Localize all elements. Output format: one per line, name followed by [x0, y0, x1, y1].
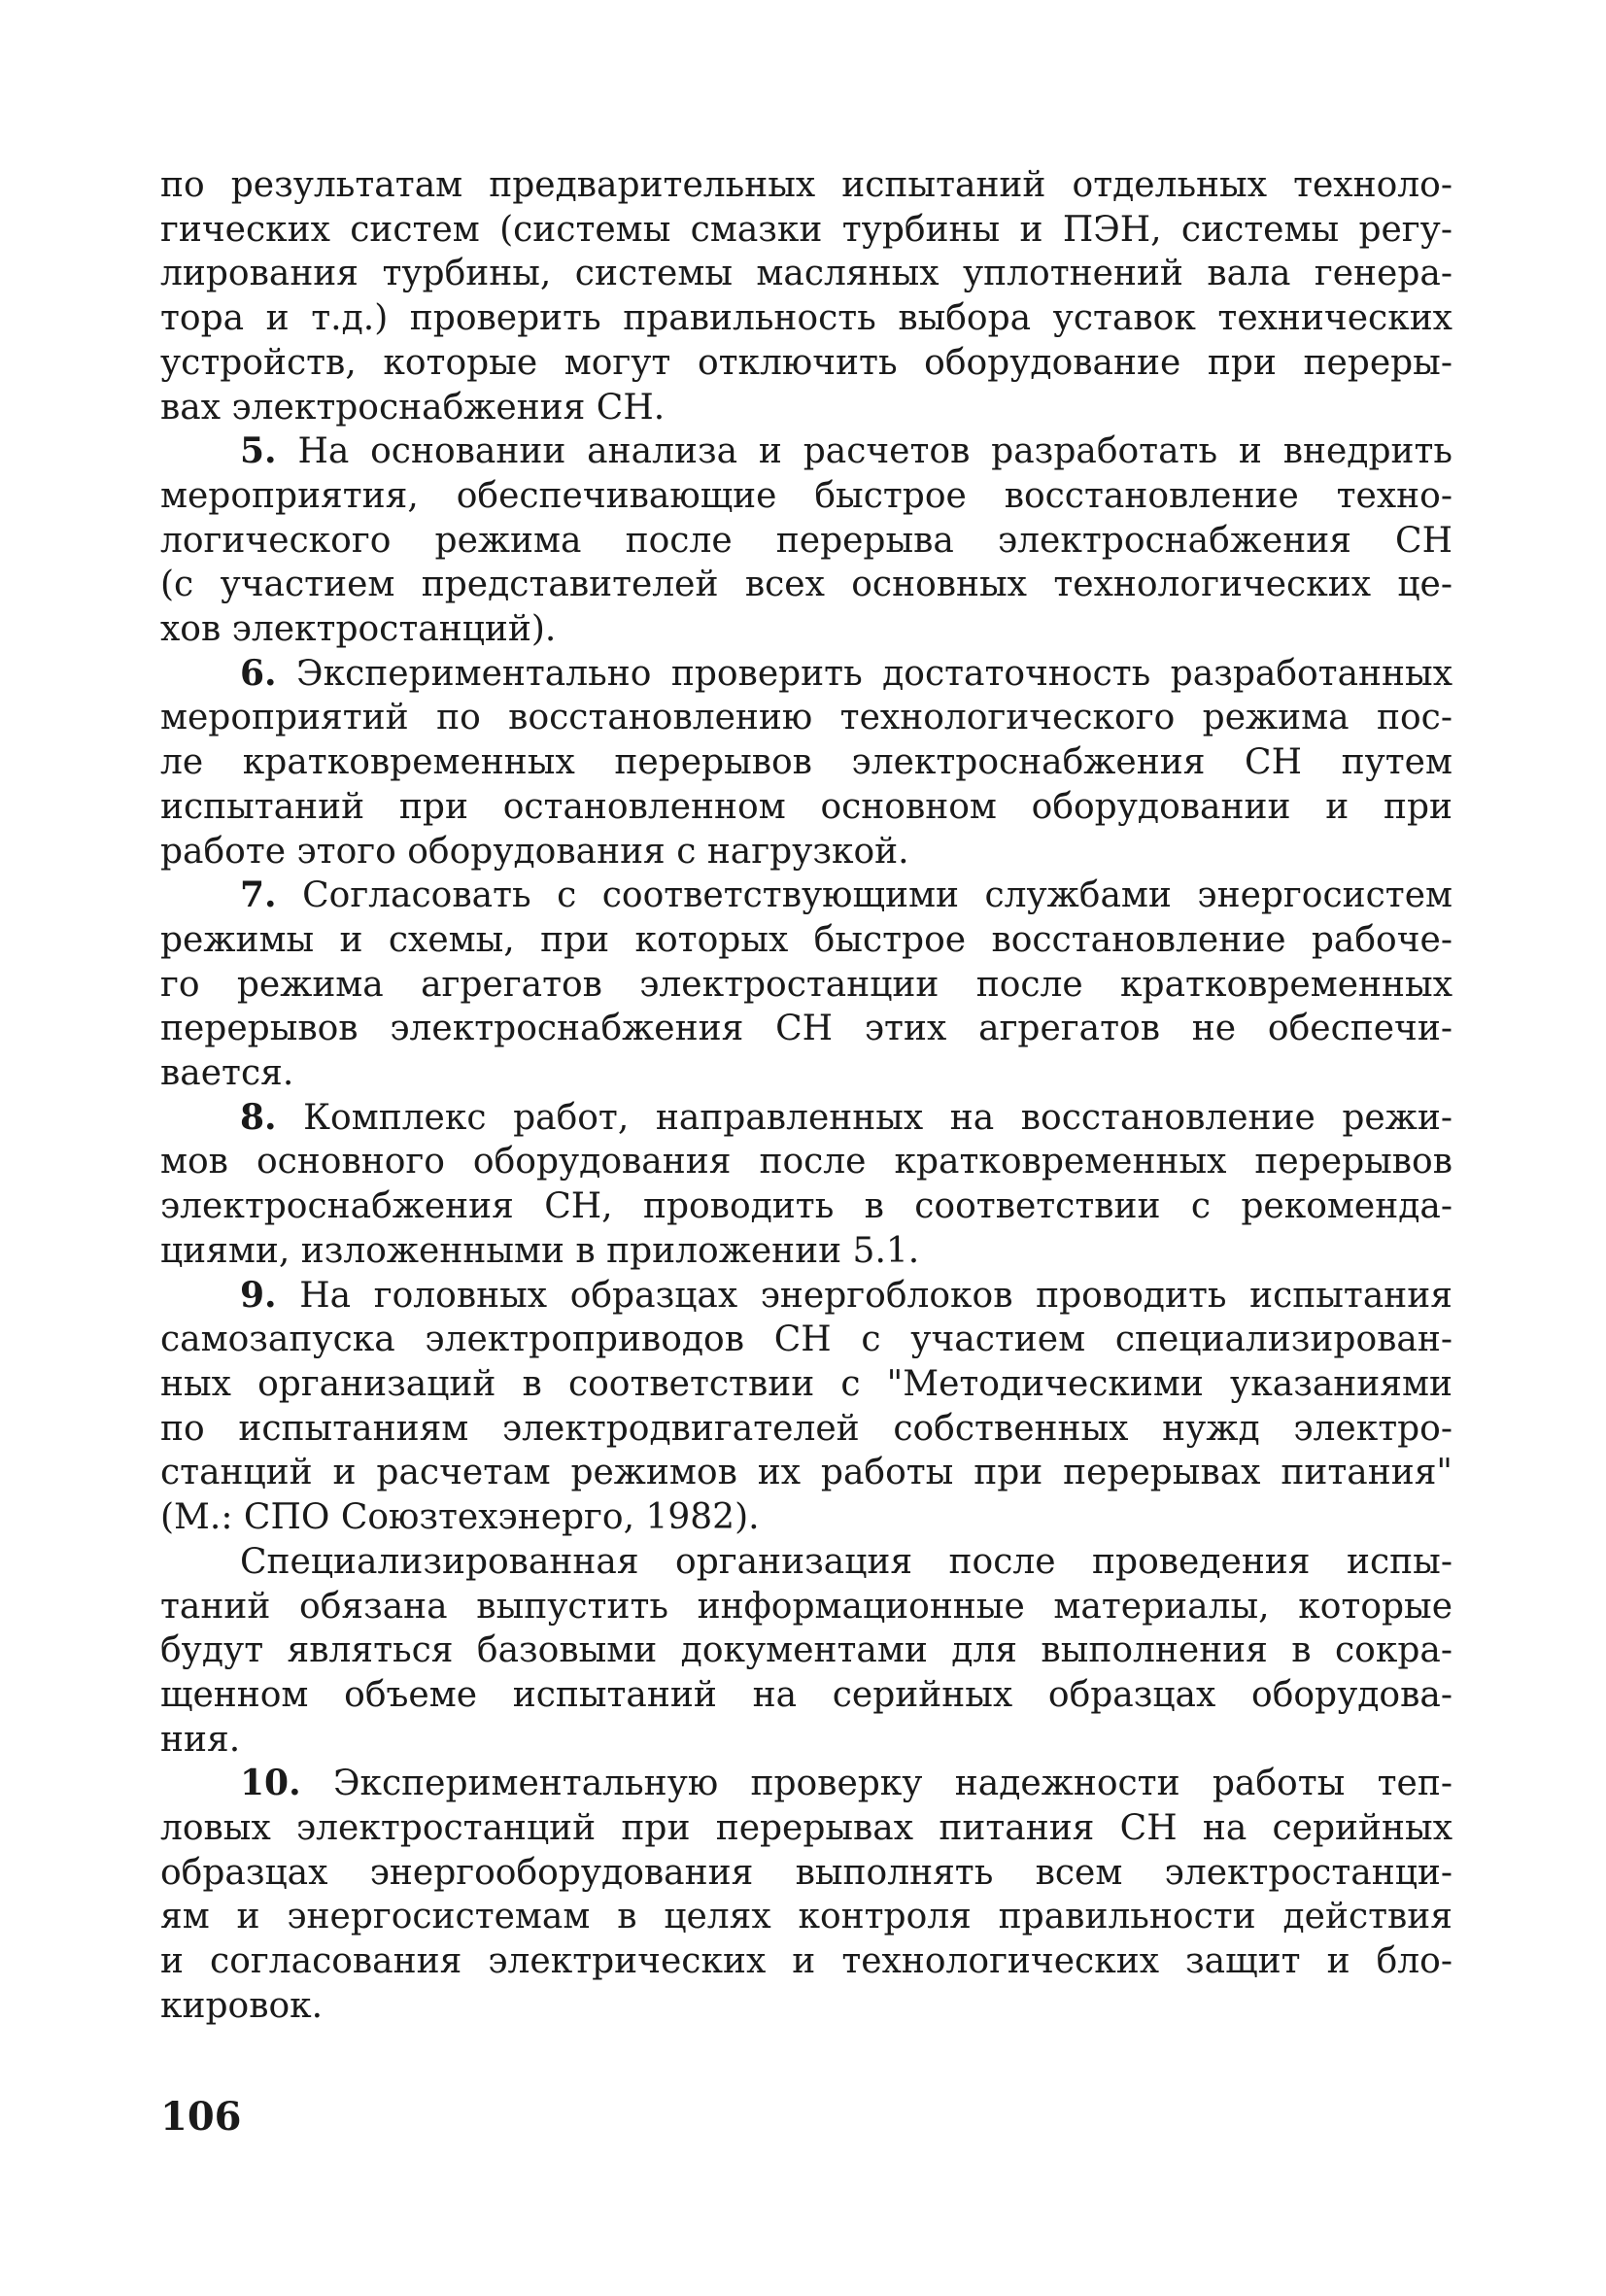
text-line: вах электроснабжения СН. — [160, 387, 666, 428]
text-line: образцах энергооборудования выполнять всем электростанци- — [160, 1852, 1452, 1893]
item-number: 10. — [240, 1763, 301, 1804]
text-line: устройств, которые могут отключить оборудование при переры- — [160, 342, 1452, 383]
text-line: работе этого оборудования с нагрузкой. — [160, 831, 909, 872]
item-9-first-line — [160, 1274, 1452, 1319]
item-10-first-line — [160, 1762, 1452, 1806]
text-line: логического режима после перерыва электроснабжения СН — [160, 520, 1452, 561]
text-line: гических систем (системы смазки турбины и ПЭН, системы регу- — [160, 209, 1452, 250]
text-line: (с участием представителей всех основных технологических це- — [160, 565, 1452, 605]
text-line: мероприятий по восстановлению технологического режима пос- — [160, 698, 1452, 738]
item-number: 5. — [240, 430, 277, 472]
item-5-first-line — [160, 429, 1452, 474]
text-line: Комплекс работ, направленных на восстановление режи- — [303, 1097, 1452, 1138]
text-line: и согласования электрических и технологических защит и бло- — [160, 1941, 1452, 1982]
item-number: 9. — [240, 1274, 277, 1316]
text-line: Специализированная организация после проведения испы- — [240, 1541, 1452, 1582]
text-line: мов основного оборудования после кратковременных перерывов — [160, 1142, 1452, 1182]
text-line: будут являться базовыми документами для выполнения в сокра- — [160, 1630, 1452, 1671]
text-line: Экспериментальную проверку надежности работы теп- — [332, 1764, 1452, 1804]
text-line: мероприятия, обеспечивающие быстрое восстановление техно- — [160, 475, 1452, 516]
item-8-first-line — [160, 1096, 1452, 1141]
text-line: На головных образцах энергоблоков проводить испытания — [299, 1275, 1452, 1316]
text-line: тора и т.д.) проверить правильность выбора уставок технических — [160, 298, 1452, 339]
text-line: щенном объеме испытаний на серийных образцах оборудова- — [160, 1674, 1452, 1715]
text-line: ловых электростанций при перерывах питания СН на серийных — [160, 1808, 1452, 1849]
item-7-first-line — [160, 874, 1452, 918]
text-line: по результатам предварительных испытаний отдельных техноло- — [160, 165, 1452, 205]
text-line: по испытаниям электродвигателей собственных нужд электро- — [160, 1408, 1452, 1449]
text-line: испытаний при остановленном основном оборудовании и при — [160, 786, 1452, 827]
text-line: вается. — [160, 1053, 294, 1094]
text-line: самозапуска электроприводов СН с участием специализирован- — [160, 1319, 1452, 1360]
page-number: 106 — [160, 2094, 242, 2140]
text-line: (М.: СПО Союзтехэнерго, 1982). — [160, 1497, 760, 1538]
text-line: Согласовать с соответствующими службами энергосистем — [302, 875, 1452, 916]
text-line: ле кратковременных перерывов электроснабжения СН путем — [160, 742, 1452, 783]
text-line: го режима агрегатов электростанции после кратковременных — [160, 964, 1452, 1005]
item-number: 6. — [240, 652, 277, 694]
item-number: 8. — [240, 1096, 277, 1138]
page-body — [160, 163, 1452, 2029]
text-line: станций и расчетам режимов их работы при перерывах питания" — [160, 1453, 1452, 1493]
text-line: Экспериментально проверить достаточность разработанных — [296, 653, 1452, 694]
text-line: режимы и схемы, при которых быстрое восстановление рабоче- — [160, 919, 1452, 960]
item-6-first-line — [160, 652, 1452, 697]
text-line: перерывов электроснабжения СН этих агрегатов не обеспечи- — [160, 1009, 1452, 1049]
text-line: На основании анализа и расчетов разработать и внедрить — [297, 431, 1452, 472]
text-line: таний обязана выпустить информационные материалы, которые — [160, 1586, 1452, 1627]
text-line: ных организаций в соответствии с "Методическими указаниями — [160, 1363, 1452, 1404]
text-line: хов электростанций). — [160, 609, 557, 650]
text-line: циями, изложенными в приложении 5.1. — [160, 1230, 920, 1271]
text-line: ния. — [160, 1719, 241, 1760]
item-number: 7. — [240, 874, 277, 916]
text-line: электроснабжения СН, проводить в соответствии с рекоменда- — [160, 1186, 1452, 1227]
text-line: лирования турбины, системы масляных уплотнений вала генера- — [160, 254, 1452, 294]
text-line: ям и энергосистемам в целях контроля правильности действия — [160, 1897, 1452, 1937]
text-line: кировок. — [160, 1985, 324, 2026]
